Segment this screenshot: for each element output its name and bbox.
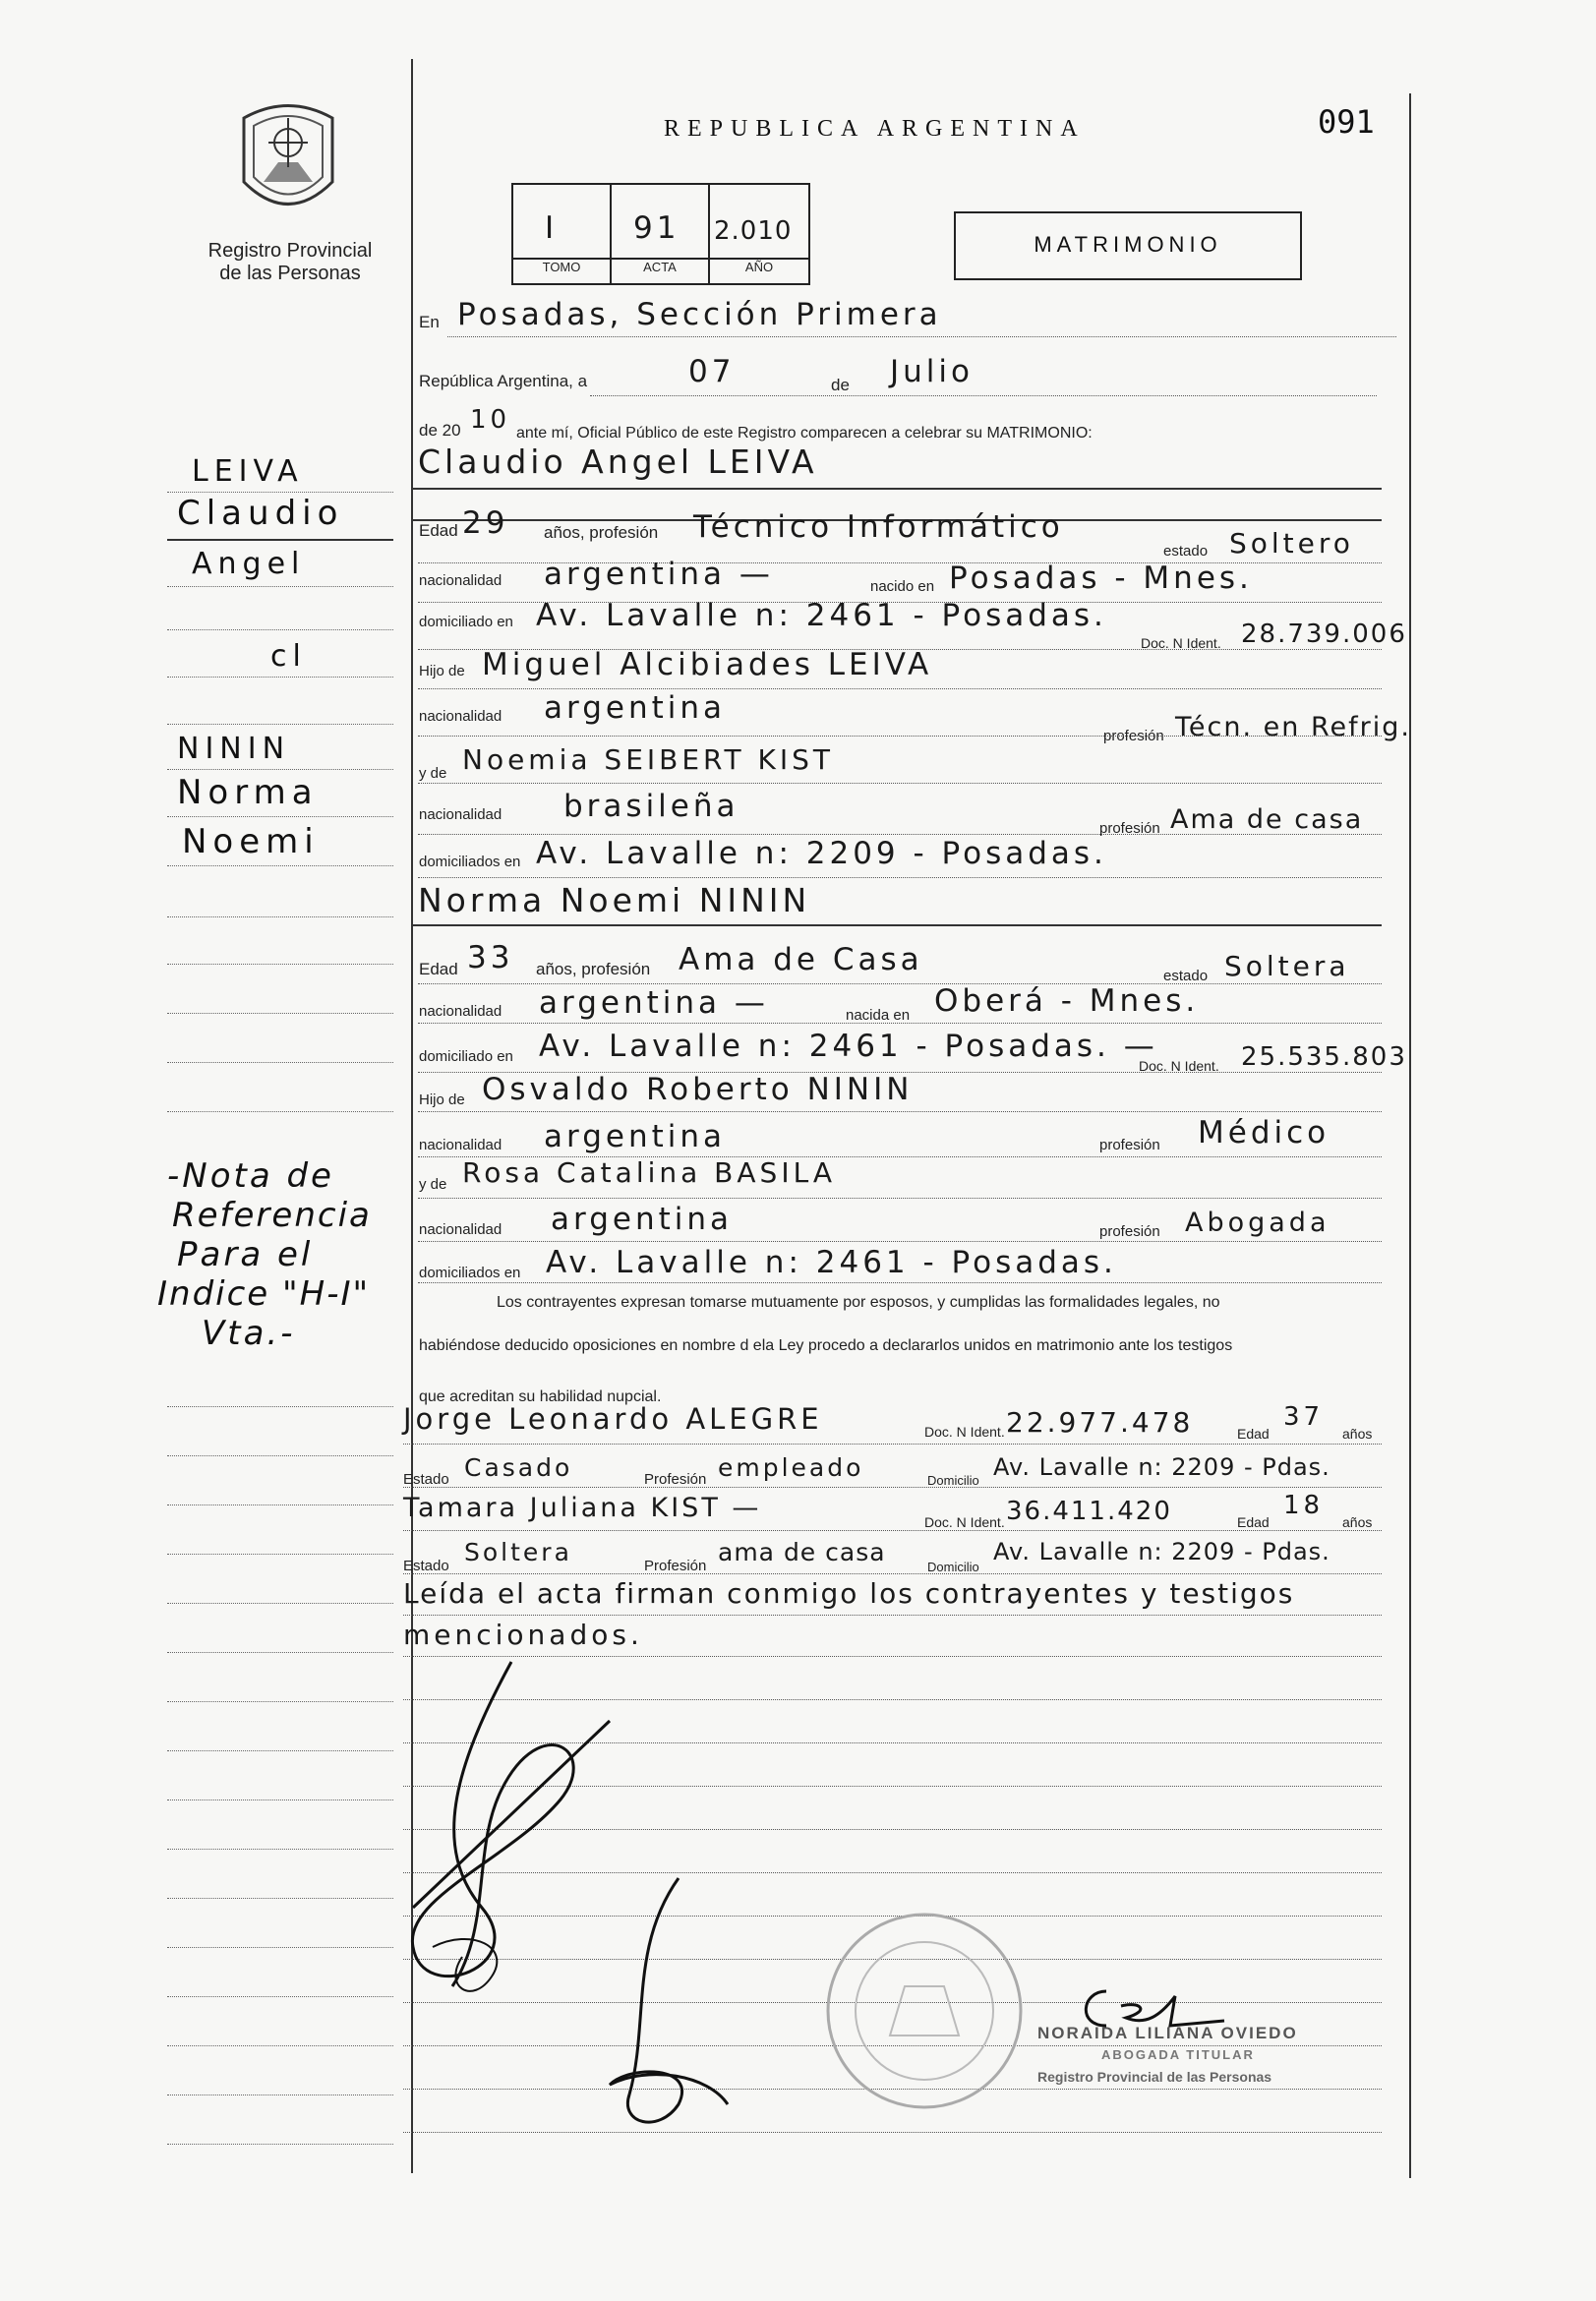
witness-2-age: 18	[1283, 1491, 1325, 1520]
tomo-cell	[513, 185, 612, 283]
acta-cell	[612, 185, 710, 283]
witness-1-profession: empleado	[718, 1453, 864, 1482]
margin-rule-4	[167, 629, 393, 630]
groom-age: 29	[462, 505, 509, 541]
witness-1-estado-label: Estado	[403, 1471, 449, 1488]
groom-mother-prof-label: profesión	[1099, 820, 1160, 837]
witness-2-line-2	[403, 1573, 1382, 1574]
closing-line-1: Leída el acta firman conmigo los contrayentes y testigos	[403, 1577, 1295, 1610]
groom-mother-nationality: brasileña	[563, 789, 739, 824]
bride-father-nac-label: nacionalidad	[419, 1137, 502, 1153]
groom-father-prof-label: profesión	[1103, 728, 1164, 744]
witness-2-line	[403, 1530, 1382, 1531]
margin-note-line-5: Vta.-	[202, 1314, 296, 1353]
statement-line-3: que acreditan su habilidad nupcial.	[419, 1388, 662, 1405]
bride-dom-label: domiciliado en	[419, 1048, 513, 1065]
witness-2-edad-label: Edad	[1237, 1514, 1270, 1530]
groom-mother-nac-label: nacionalidad	[419, 806, 502, 823]
margin-note-line-2: Referencia	[172, 1196, 372, 1235]
groom-doc-number: 28.739.006	[1241, 620, 1407, 649]
record-box	[511, 183, 810, 285]
witness-1-doc-label: Doc. N Ident.	[924, 1424, 1005, 1440]
groom-parents-address: Av. Lavalle n: 2209 - Posadas.	[536, 836, 1107, 871]
bride-nacida-label: nacida en	[846, 1007, 911, 1024]
official-name: NORAIDA LILIANA OVIEDO	[1037, 2024, 1298, 2042]
margin-note-line-3: Para el	[177, 1235, 314, 1274]
witness-1-line-2	[403, 1487, 1382, 1488]
witness-1-edad-label: Edad	[1237, 1426, 1270, 1442]
bride-yde-label: y de	[419, 1176, 447, 1193]
groom-line-6	[418, 736, 1382, 737]
anio-cell	[710, 185, 808, 283]
groom-line-5	[418, 688, 1382, 689]
bride-line-5	[418, 1111, 1382, 1112]
witness-1-name: Jorge Leonardo ALEGRE	[403, 1402, 823, 1436]
bride-nac-label: nacionalidad	[419, 1003, 502, 1020]
margin-rule-11	[167, 964, 393, 965]
official-stamp	[821, 1908, 1028, 2114]
margin-rule-29	[167, 2094, 393, 2095]
signature-bride	[590, 1868, 747, 2144]
bride-father-profession: Médico	[1198, 1115, 1330, 1150]
groom-mother: Noemia SEIBERT KIST	[462, 743, 834, 776]
registry-title	[187, 240, 393, 285]
official-title: ABOGADA TITULAR	[1101, 2047, 1255, 2062]
day-value: 07	[688, 354, 736, 389]
margin-bride-surname: NININ	[177, 732, 291, 766]
margin-groom-cl: cl	[270, 639, 307, 674]
statement-line-2: habiéndose deducido oposiciones en nombre d ela Ley procedo a declararlos unidos en matrimonio ante los testigos	[419, 1337, 1233, 1354]
witness-2-profession: ama de casa	[718, 1538, 886, 1566]
witness-2-dom-label: Domicilio	[927, 1560, 979, 1574]
witness-2-doc-label: Doc. N Ident.	[924, 1514, 1005, 1530]
margin-rule-8	[167, 816, 393, 817]
bride-hijo-label: Hijo de	[419, 1092, 465, 1108]
groom-line-9	[418, 877, 1382, 878]
margin-rule-12	[167, 1013, 393, 1014]
bride-line-9	[418, 1282, 1382, 1283]
groom-birthplace: Posadas - Mnes.	[949, 560, 1253, 596]
bride-mother-nac-label: nacionalidad	[419, 1221, 502, 1238]
acta-value: 91	[633, 210, 680, 246]
margin-groom-surname: LEIVA	[192, 454, 304, 489]
bride-father-nationality: argentina	[544, 1119, 727, 1154]
groom-line-7	[418, 783, 1382, 784]
bride-prof-label: años, profesión	[536, 960, 651, 978]
witness-2-address: Av. Lavalle n: 2209 - Pdas.	[993, 1538, 1330, 1565]
bride-mother: Rosa Catalina BASILA	[462, 1156, 836, 1189]
groom-hijo-label: Hijo de	[419, 663, 465, 679]
margin-rule-24	[167, 1849, 393, 1850]
witness-2-prof-label: Profesión	[644, 1558, 707, 1574]
margin-note-line-4: Indice "H-I"	[157, 1274, 371, 1314]
place-line	[447, 336, 1396, 337]
bride-name: Norma Noemi NININ	[418, 881, 811, 919]
closing-line-2: mencionados.	[403, 1619, 643, 1651]
bride-address: Av. Lavalle n: 2461 - Posadas. —	[539, 1029, 1158, 1064]
groom-name: Claudio Angel LEIVA	[418, 442, 818, 481]
tomo-value: I	[545, 210, 559, 246]
anio-value: 2.010	[714, 216, 793, 246]
margin-rule-15	[167, 1406, 393, 1407]
groom-yde-label: y de	[419, 765, 447, 782]
bride-line-3	[418, 1023, 1382, 1024]
groom-nac-label: nacionalidad	[419, 572, 502, 589]
margin-rule-9	[167, 865, 393, 866]
bride-parents-address: Av. Lavalle n: 2461 - Posadas.	[546, 1245, 1117, 1280]
groom-parents-dom-label: domiciliados en	[419, 854, 521, 870]
bride-line-2	[418, 983, 1382, 984]
margin-rule-19	[167, 1603, 393, 1604]
bride-parents-dom-label: domiciliados en	[419, 1265, 521, 1281]
republica-label: República Argentina, a	[419, 372, 588, 390]
margin-rule-22	[167, 1750, 393, 1751]
year-suffix: 10	[470, 405, 511, 435]
doc-type-box	[954, 211, 1302, 280]
year-prefix: de 20	[419, 421, 461, 440]
margin-rule-17	[167, 1504, 393, 1505]
acta-label: ACTA	[612, 258, 708, 274]
margin-rule-1	[167, 492, 393, 493]
groom-father-nac-label: nacionalidad	[419, 708, 502, 725]
witness-2-doc-number: 36.411.420	[1006, 1497, 1172, 1526]
groom-status: Soltero	[1229, 527, 1354, 560]
right-edge-line	[1409, 93, 1411, 2178]
margin-rule-2	[167, 539, 393, 541]
bride-profession: Ama de Casa	[679, 942, 923, 977]
bride-mother-nationality: argentina	[551, 1202, 734, 1237]
margin-rule-10	[167, 916, 393, 917]
folio-number: 091	[1318, 103, 1375, 141]
witness-1-line	[403, 1444, 1382, 1445]
bride-line-8	[418, 1241, 1382, 1242]
de-label: de	[831, 376, 850, 394]
bride-doc-label: Doc. N Ident.	[1139, 1058, 1219, 1074]
margin-rule-28	[167, 2045, 393, 2046]
witness-2-estado-label: Estado	[403, 1558, 449, 1574]
witness-2-status: Soltera	[464, 1538, 572, 1566]
groom-doc-label: Doc. N Ident.	[1141, 635, 1221, 651]
margin-note-line-1: -Nota de	[167, 1156, 334, 1196]
groom-nationality: argentina —	[544, 557, 774, 592]
margin-rule-16	[167, 1455, 393, 1456]
provincial-seal	[224, 98, 352, 226]
doc-type: MATRIMONIO	[1034, 232, 1222, 257]
groom-estado-label: estado	[1163, 543, 1209, 560]
witness-2-name: Tamara Juliana KIST —	[403, 1493, 762, 1523]
margin-rule-27	[167, 1996, 393, 1997]
official-office: Registro Provincial de las Personas	[1037, 2069, 1272, 2085]
margin-rule-5	[167, 677, 393, 678]
groom-edad-label: Edad	[419, 521, 458, 540]
bride-mother-profession: Abogada	[1185, 1208, 1330, 1238]
margin-rule-6	[167, 724, 393, 725]
witness-1-status: Casado	[464, 1453, 573, 1482]
margin-rule-25	[167, 1898, 393, 1899]
bride-father-prof-label: profesión	[1099, 1137, 1160, 1153]
statement-line-1: Los contrayentes expresan tomarse mutuamente por esposos, y cumplidas las formalidades legales, no	[497, 1294, 1220, 1311]
closing-rule-1	[403, 1615, 1382, 1616]
margin-rule-26	[167, 1947, 393, 1948]
groom-father-profession: Técn. en Refrig.	[1175, 712, 1411, 742]
bride-estado-label: estado	[1163, 968, 1209, 984]
groom-name-line	[413, 488, 1382, 490]
bride-line-7	[418, 1198, 1382, 1199]
date-line	[590, 395, 1377, 396]
groom-nacido-label: nacido en	[870, 578, 935, 595]
bride-father: Osvaldo Roberto NININ	[482, 1072, 914, 1107]
groom-father-nationality: argentina	[544, 690, 727, 726]
month-value: Julio	[890, 354, 974, 389]
bride-edad-label: Edad	[419, 960, 458, 978]
margin-rule-30	[167, 2144, 393, 2145]
witness-1-address: Av. Lavalle n: 2209 - Pdas.	[993, 1453, 1330, 1481]
margin-groom-second: Angel	[192, 547, 306, 581]
registry-line-2: de las Personas	[219, 263, 361, 284]
bride-nationality: argentina —	[539, 985, 769, 1021]
witness-1-age: 37	[1283, 1402, 1325, 1432]
anio-label: AÑO	[710, 258, 808, 274]
margin-rule-18	[167, 1554, 393, 1555]
witness-1-anos-label: años	[1342, 1426, 1373, 1442]
witness-1-dom-label: Domicilio	[927, 1473, 979, 1488]
margin-rule-21	[167, 1701, 393, 1702]
place-value: Posadas, Sección Primera	[457, 297, 942, 332]
bride-mother-prof-label: profesión	[1099, 1223, 1160, 1240]
margin-rule-14	[167, 1111, 393, 1112]
witness-1-doc-number: 22.977.478	[1006, 1406, 1194, 1439]
blank-rule-12	[403, 2132, 1382, 2133]
en-label: En	[419, 313, 440, 331]
groom-prof-label: años, profesión	[544, 523, 659, 542]
bride-doc-number: 25.535.803	[1241, 1042, 1407, 1072]
groom-dom-label: domiciliado en	[419, 614, 513, 630]
margin-rule-3	[167, 586, 393, 587]
margin-rule-13	[167, 1062, 393, 1063]
country-heading: REPUBLICA ARGENTINA	[664, 116, 1086, 142]
registry-line-1: Registro Provincial	[207, 240, 373, 262]
tomo-label: TOMO	[513, 258, 610, 274]
groom-address: Av. Lavalle n: 2461 - Posadas.	[536, 598, 1107, 633]
margin-bride-second: Noemi	[182, 822, 320, 861]
witness-1-prof-label: Profesión	[644, 1471, 707, 1488]
margin-rule-20	[167, 1652, 393, 1653]
groom-father: Miguel Alcibiades LEIVA	[482, 647, 933, 682]
margin-groom-first: Claudio	[177, 494, 344, 533]
groom-mother-profession: Ama de casa	[1170, 804, 1364, 835]
bride-age: 33	[467, 940, 514, 975]
groom-profession: Técnico Informático	[693, 509, 1064, 545]
groom-line-8	[418, 834, 1382, 835]
witness-2-anos-label: años	[1342, 1514, 1373, 1530]
ante-text: ante mí, Oficial Público de este Registro comparecen a celebrar su MATRIMONIO:	[516, 425, 1093, 442]
margin-rule-7	[167, 769, 393, 770]
bride-name-line	[413, 924, 1382, 926]
bride-status: Soltera	[1224, 950, 1350, 982]
bride-birthplace: Oberá - Mnes.	[934, 983, 1200, 1019]
margin-bride-first: Norma	[177, 773, 319, 812]
